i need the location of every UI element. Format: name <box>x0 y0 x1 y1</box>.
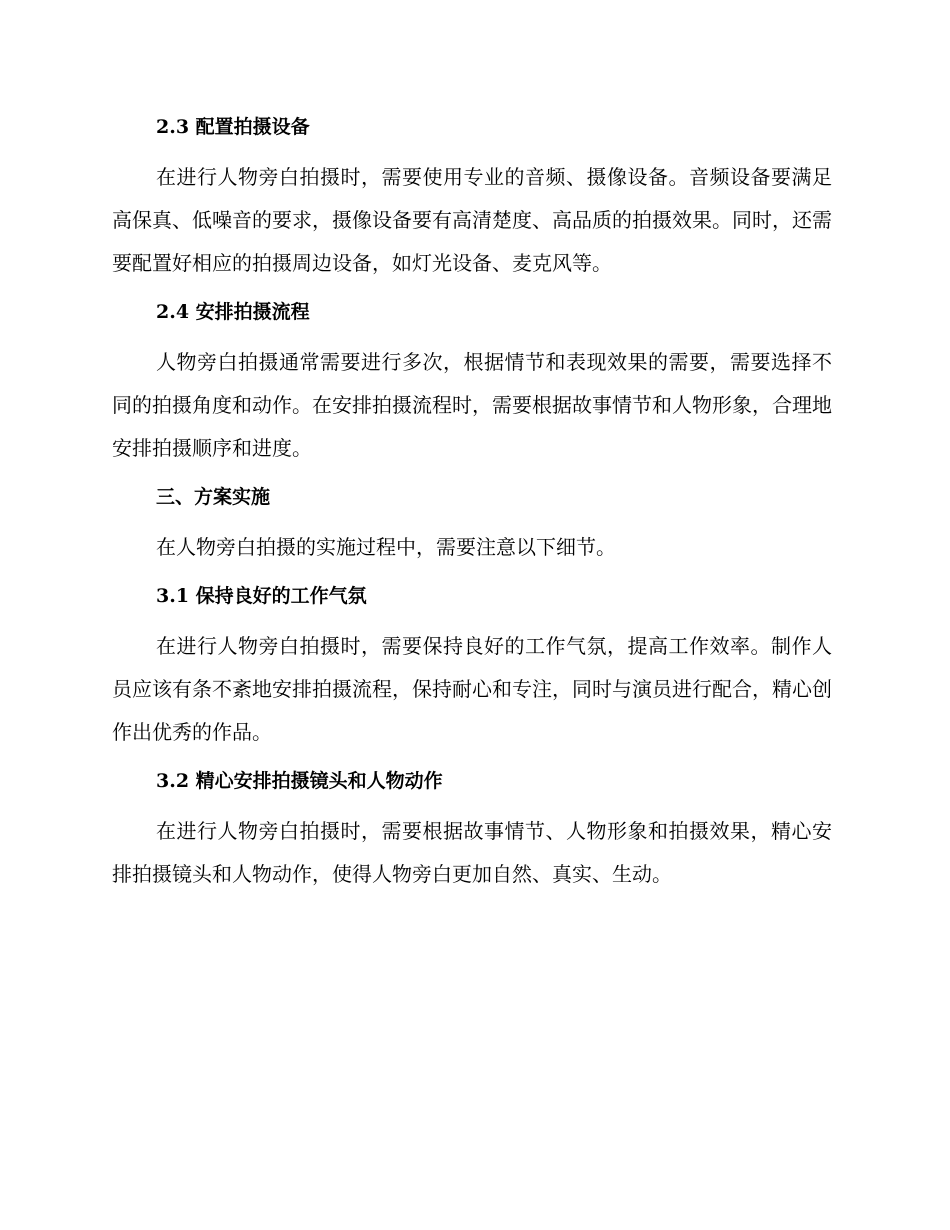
section-paragraph-3-1: 在进行人物旁白拍摄时，需要保持良好的工作气氛，提高工作效率。制作人员应该有条不紊地安排拍摄流程，保持耐心和专注，同时与演员进行配合，精心创作出优秀的作品。 <box>112 634 832 744</box>
section-heading-3-2: 3.2 精心安排拍摄镜头和人物动作 <box>156 770 443 792</box>
section-paragraph-3: 在人物旁白拍摄的实施过程中，需要注意以下细节。 <box>156 535 616 559</box>
section-paragraph-2-4: 人物旁白拍摄通常需要进行多次，根据情节和表现效果的需要，需要选择不同的拍摄角度和动作。在安排拍摄流程时，需要根据故事情节和人物形象，合理地安排拍摄顺序和进度。 <box>112 350 832 460</box>
section-paragraph-2-3: 在进行人物旁白拍摄时，需要使用专业的音频、摄像设备。音频设备要满足高保真、低噪音的要求，摄像设备要有高清楚度、高品质的拍摄效果。同时，还需要配置好相应的拍摄周边设备，如灯光设备、麦克风等。 <box>112 165 832 275</box>
section-heading-2-4: 2.4 安排拍摄流程 <box>156 301 310 323</box>
section-paragraph-3-2: 在进行人物旁白拍摄时，需要根据故事情节、人物形象和拍摄效果，精心安排拍摄镜头和人物动作，使得人物旁白更加自然、真实、生动。 <box>112 819 832 886</box>
section-heading-2-3: 2.3 配置拍摄设备 <box>156 116 310 138</box>
section-heading-3-1: 3.1 保持良好的工作气氛 <box>156 585 367 607</box>
document-page <box>112 108 832 896</box>
section-heading-3: 三、方案实施 <box>156 486 271 508</box>
